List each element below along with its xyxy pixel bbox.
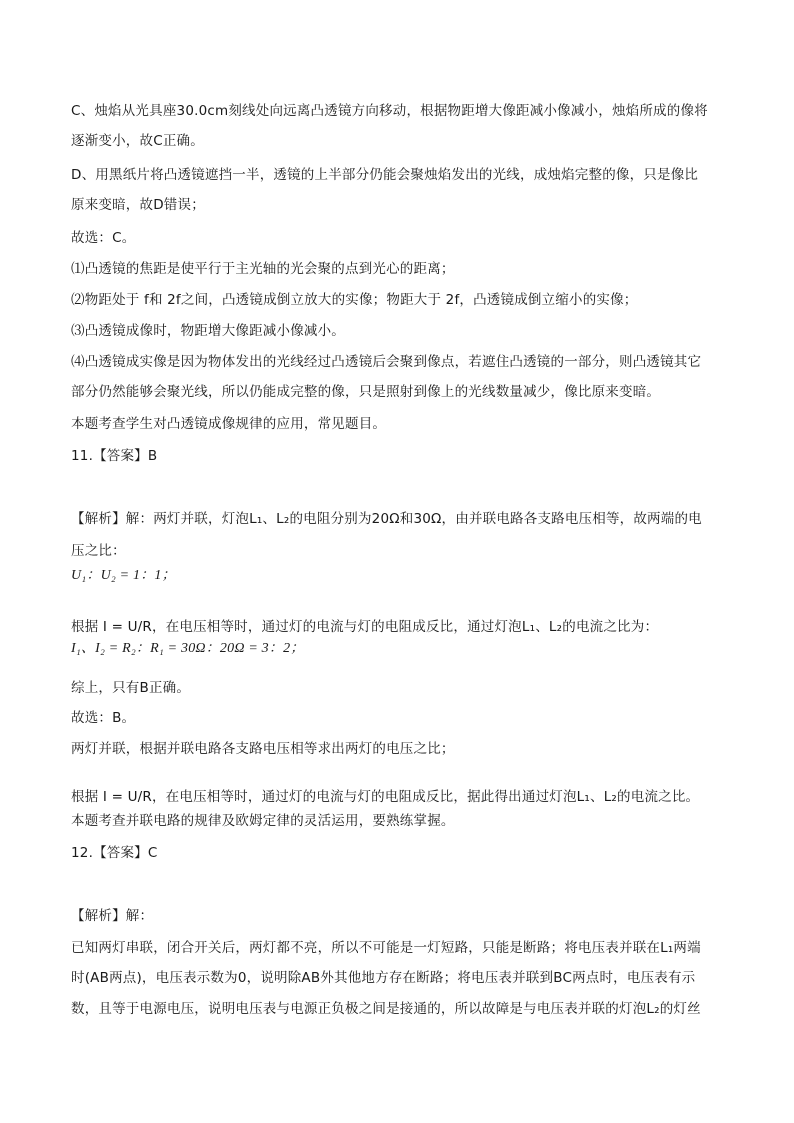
text-line: ⑵物距处于 f和 2f之间，凸透镜成倒立放大的实像；物距大于 2f，凸透镜成倒立缩小的实像；	[71, 292, 638, 308]
text-line: 【解析】解：两灯并联，灯泡L₁、L₂的电阻分别为20Ω和30Ω，由并联电路各支路电压相等，故两端的电	[71, 511, 702, 527]
text-line: 综上，只有B正确。	[71, 680, 191, 696]
text-line: C、烛焰从光具座30.0cm刻线处向远离凸透镜方向移动，根据物距增大像距减小像减小，烛焰所成的像将	[71, 103, 708, 119]
text-line: ⑶凸透镜成像时，物距增大像距减小像减小。	[71, 323, 345, 339]
text-line: 两灯并联，根据并联电路各支路电压相等求出两灯的电压之比；	[71, 741, 455, 757]
formula-line: U₁：U₂ = 1：1；	[71, 568, 176, 583]
formula-line: I₁、I₂ = R₂：R₁ = 30Ω：20Ω = 3：2；	[71, 641, 305, 656]
text-line: ⑴凸透镜的焦距是使平行于主光轴的光会聚的点到光心的距离；	[71, 261, 455, 277]
text-line: 数，且等于电源电压，说明电压表与电源正负极之间是接通的，所以故障是与电压表并联的灯泡L₂的灯丝	[71, 1001, 701, 1017]
text-line: 已知两灯串联，闭合开关后，两灯都不亮，所以不可能是一灯短路，只能是断路；将电压表并联在L₁两端	[71, 940, 701, 956]
text-line: 时(AB两点)，电压表示数为0，说明除AB外其他地方存在断路；将电压表并联到BC两点时，电压表有示	[71, 970, 696, 986]
text-line: 本题考查学生对凸透镜成像规律的应用，常见题目。	[71, 416, 387, 432]
text-line: D、用黑纸片将凸透镜遮挡一半，透镜的上半部分仍能会聚烛焰发出的光线，成烛焰完整的像，只是像比	[71, 167, 699, 183]
text-line: 根据 I = U/R，在电压相等时，通过灯的电流与灯的电阻成反比，据此得出通过灯泡L₁、L₂的电流之比。	[71, 789, 700, 805]
text-line: 【解析】解：	[71, 908, 154, 924]
text-line: 原来变暗，故D错误；	[71, 197, 205, 213]
text-line: 故选：B。	[71, 710, 136, 726]
text-line: 本题考查并联电路的规律及欧姆定律的灵活运用，要熟练掌握。	[71, 813, 455, 829]
text-line: 根据 I = U/R，在电压相等时，通过灯的电流与灯的电阻成反比，通过灯泡L₁、L₂的电流之比为：	[71, 619, 659, 635]
text-line: 逐渐变小，故C正确。	[71, 133, 204, 149]
text-line: 部分仍然能够会聚光线，所以仍能成完整的像，只是照射到像上的光线数量减少，像比原来变暗。	[71, 384, 661, 400]
text-line: ⑷凸透镜成实像是因为物体发出的光线经过凸透镜后会聚到像点，若遮住凸透镜的一部分，则凸透镜其它	[71, 354, 702, 370]
answer-heading-12: 12.【答案】C	[71, 845, 158, 861]
answer-heading-11: 11.【答案】B	[71, 448, 158, 464]
text-line: 故选：C。	[71, 230, 136, 246]
text-line: 压之比：	[71, 543, 126, 559]
